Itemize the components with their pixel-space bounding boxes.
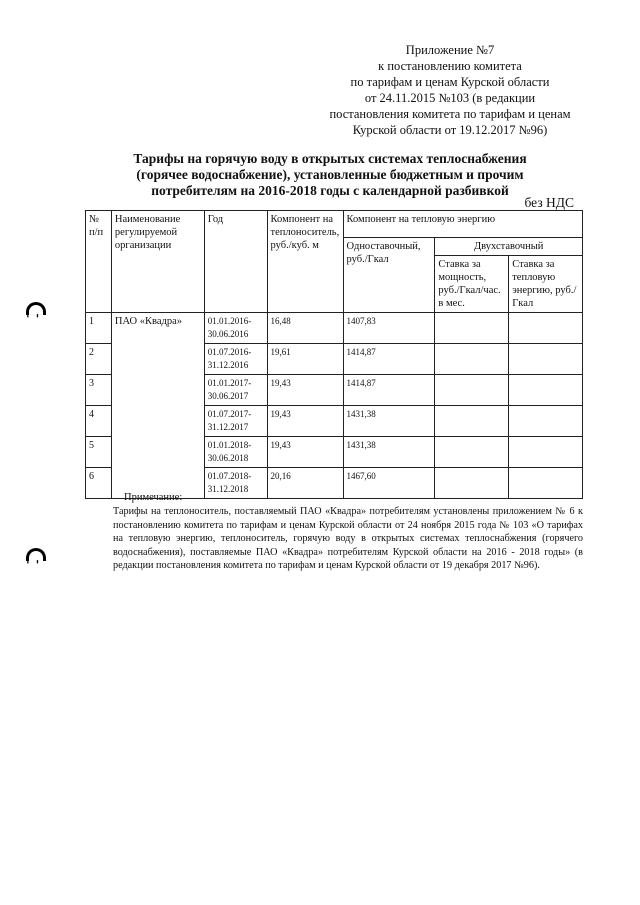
- binder-hole-mark: '': [26, 302, 46, 323]
- header-year: Год: [204, 211, 267, 313]
- header-two-rate: Двухставочный: [435, 238, 583, 256]
- appendix-line: постановления комитета по тарифам и ценам: [329, 107, 571, 121]
- vat-note: без НДС: [524, 195, 574, 210]
- row-single: 1431,38: [343, 406, 435, 437]
- row-capacity: [435, 313, 509, 344]
- row-single: 1467,60: [343, 468, 435, 499]
- row-single: 1431,38: [343, 437, 435, 468]
- header-energy: Компонент на тепловую энергию: [343, 211, 582, 238]
- title-line: Тарифы на горячую воду в открытых системах теплоснабжения: [133, 151, 527, 166]
- row-energy-rate: [509, 406, 583, 437]
- row-period: 01.07.2018-31.12.2018: [204, 468, 267, 499]
- row-energy-rate: [509, 437, 583, 468]
- header-org: Наименование регулируемой организации: [111, 211, 204, 313]
- appendix-line: Курской области от 19.12.2017 №96): [352, 123, 548, 137]
- row-capacity: [435, 406, 509, 437]
- row-period: 01.07.2017-31.12.2017: [204, 406, 267, 437]
- row-num: 3: [86, 375, 112, 406]
- row-carrier: 20,16: [267, 468, 343, 499]
- row-energy-rate: [509, 468, 583, 499]
- row-capacity: [435, 468, 509, 499]
- header-carrier: Компонент на теплоноситель, руб./куб. м: [267, 211, 343, 313]
- title-line: потребителям на 2016-2018 годы с календарной разбивкой: [151, 183, 509, 198]
- row-num: 2: [86, 344, 112, 375]
- row-single: 1407,83: [343, 313, 435, 344]
- document-title: [100, 151, 560, 199]
- appendix-line: Приложение №7: [405, 43, 495, 57]
- appendix-line: от 24.11.2015 №103 (в редакции: [364, 91, 536, 105]
- row-energy-rate: [509, 313, 583, 344]
- row-num: 1: [86, 313, 112, 344]
- row-num: 6: [86, 468, 112, 499]
- row-carrier: 16,48: [267, 313, 343, 344]
- row-period: 01.01.2018-30.06.2018: [204, 437, 267, 468]
- header-single-rate: Одноставочный, руб./Гкал: [343, 238, 435, 313]
- title-line: (горячее водоснабжение), установленные бюджетным и прочим: [136, 167, 524, 182]
- note-label: Примечание:: [124, 492, 183, 503]
- row-carrier: 19,43: [267, 437, 343, 468]
- row-capacity: [435, 344, 509, 375]
- header-num: № п/п: [86, 211, 112, 313]
- table-row: [86, 313, 583, 344]
- row-capacity: [435, 375, 509, 406]
- row-period: 01.07.2016-31.12.2016: [204, 344, 267, 375]
- note-text: Тарифы на теплоноситель, поставляемый ПАО «Квадра» потребителям установлены приложением № 6 к постановлению комитета по тарифам и ценам Курской области от 24 ноября 2015 года № 103 «О тарифах на тепловую энергию, теплоноситель, горячую воду в открытых системах теплоснабжения (горячего водоснабжения), поставляемые ПАО «Квадра» потребителям Курской области на 2016 - 2018 годы» (в редакции постановления комитета по тарифам и ценам Курской области от 19 декабря 2017 №96).: [113, 506, 583, 571]
- row-single: 1414,87: [343, 344, 435, 375]
- row-num: 5: [86, 437, 112, 468]
- header-energy-rate: Ставка за тепловую энергию, руб./Гкал: [509, 256, 583, 313]
- row-energy-rate: [509, 375, 583, 406]
- tariff-table: [85, 210, 583, 499]
- binder-hole-mark: '': [26, 548, 46, 569]
- row-period: 01.01.2016-30.06.2016: [204, 313, 267, 344]
- row-num: 4: [86, 406, 112, 437]
- row-carrier: 19,43: [267, 375, 343, 406]
- row-single: 1414,87: [343, 375, 435, 406]
- appendix-line: по тарифам и ценам Курской области: [350, 75, 550, 89]
- appendix-line: к постановлению комитета: [378, 59, 522, 73]
- appendix-header: [320, 42, 580, 138]
- row-capacity: [435, 437, 509, 468]
- row-carrier: 19,43: [267, 406, 343, 437]
- row-period: 01.01.2017-30.06.2017: [204, 375, 267, 406]
- row-energy-rate: [509, 344, 583, 375]
- header-capacity-rate: Ставка за мощность, руб./Гкал/час. в мес.: [435, 256, 509, 313]
- org-name: ПАО «Квадра»: [111, 313, 204, 499]
- row-carrier: 19,61: [267, 344, 343, 375]
